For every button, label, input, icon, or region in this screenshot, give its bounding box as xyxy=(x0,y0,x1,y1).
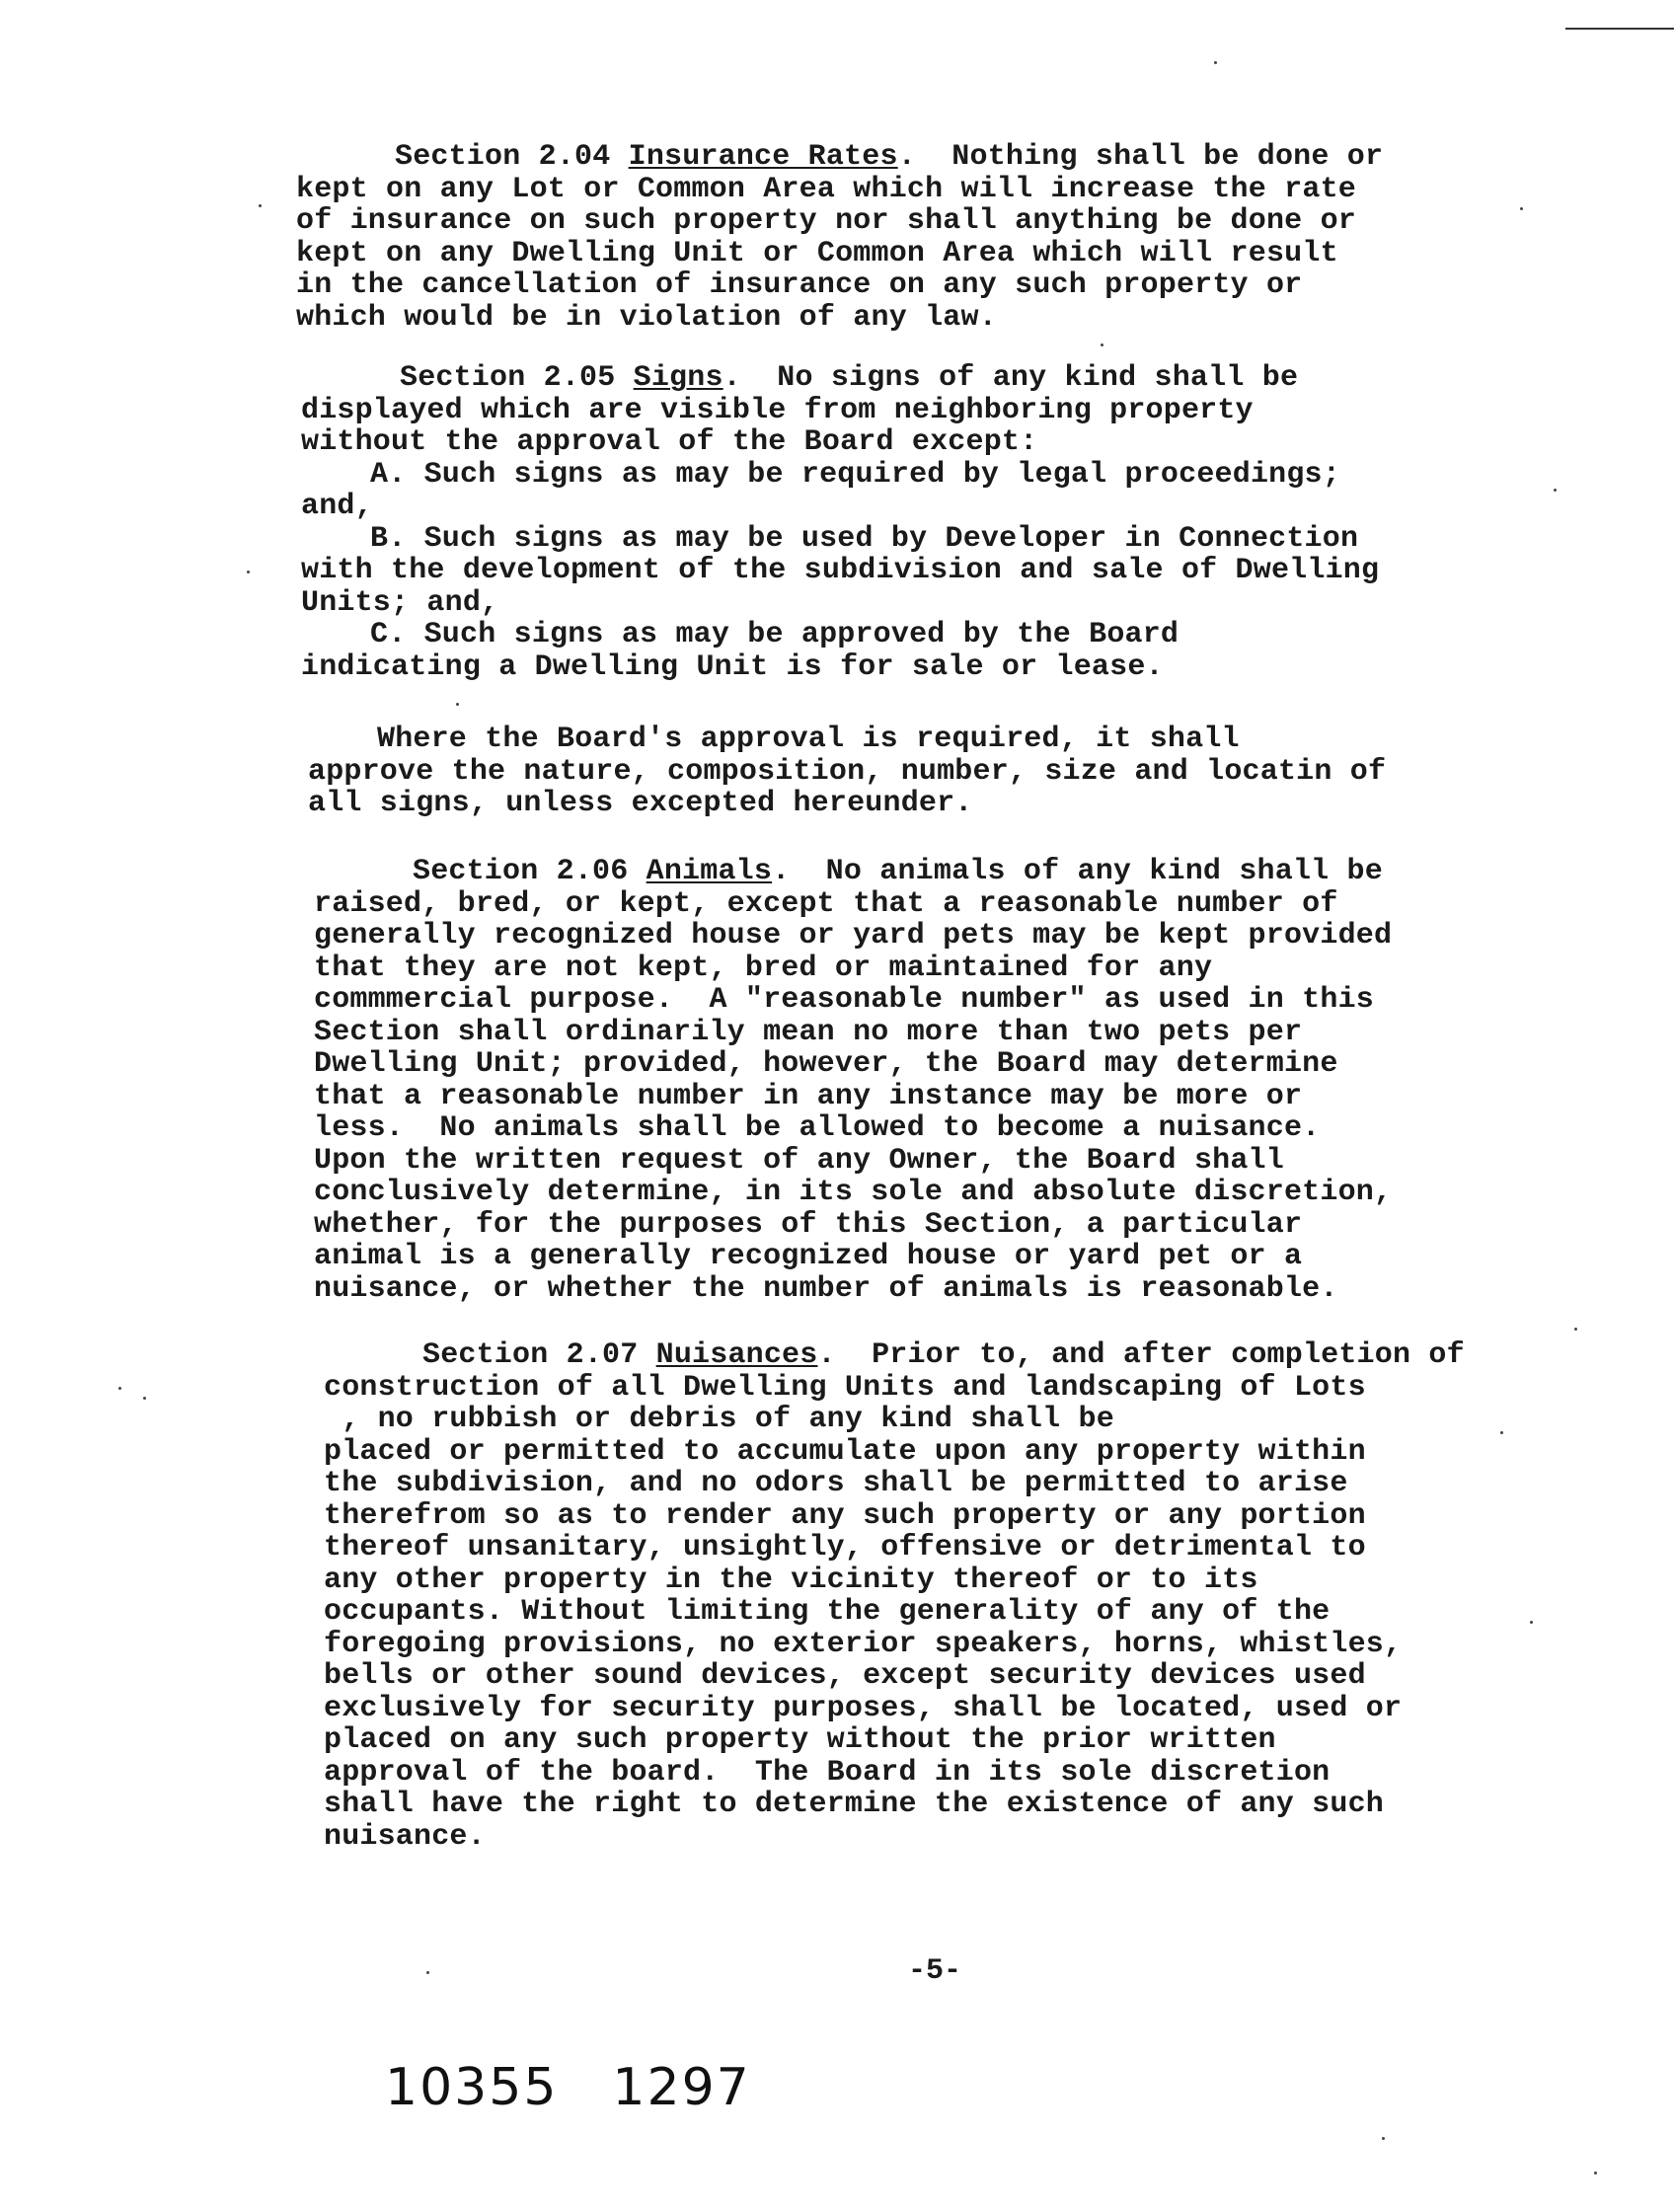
section-2-05-signs xyxy=(301,362,1379,683)
text-line: raised, bred, or kept, except that a reasonable number of xyxy=(314,886,1338,921)
text-line: conclusively determine, in its sole and absolute discretion, xyxy=(314,1176,1393,1209)
text-line: less. No animals shall be allowed to become a nuisance. xyxy=(314,1111,1321,1145)
section-heading: Insurance Rates xyxy=(628,140,898,174)
text-line xyxy=(296,141,1383,174)
text-line: therefrom so as to render any such property or any portion xyxy=(324,1498,1366,1533)
text-line xyxy=(324,1339,1465,1372)
scan-speck xyxy=(1574,1328,1577,1331)
text-line: occupants. Without limiting the generality of any of the xyxy=(324,1595,1331,1629)
scan-speck xyxy=(247,571,250,573)
page-number: -5- xyxy=(908,1954,962,1988)
section-2-07-nuisances xyxy=(324,1339,1465,1853)
recording-stamp xyxy=(385,2058,805,2117)
text-line: nuisance. xyxy=(324,1819,486,1854)
scan-speck xyxy=(426,1971,429,1974)
text-line: placed or permitted to accumulate upon any property within xyxy=(324,1434,1366,1469)
scan-speck xyxy=(259,204,262,207)
text-line: shall have the right to determine the existence of any such xyxy=(324,1788,1384,1821)
stamp-book-number: 10355 xyxy=(385,2058,559,2117)
text-line: whether, for the purposes of this Section, a particular xyxy=(314,1207,1303,1242)
section-number: Section 2.06 xyxy=(413,855,647,888)
scan-speck xyxy=(1101,343,1103,346)
scan-speck xyxy=(1554,489,1557,492)
text-line: indicating a Dwelling Unit is for sale or lease. xyxy=(301,649,1164,684)
text-line: generally recognized house or yard pets may be kept provided xyxy=(314,919,1393,953)
text-line: and, xyxy=(301,490,373,523)
section-2-04-insurance-rates xyxy=(296,141,1383,334)
section-text: . Nothing shall be done or xyxy=(897,140,1384,174)
text-line: Units; and, xyxy=(301,585,499,620)
scan-speck xyxy=(456,703,459,706)
text-line: commmercial purpose. A "reasonable number" as used in this xyxy=(314,983,1374,1017)
text-line: Upon the written request of any Owner, the Board shall xyxy=(314,1143,1284,1178)
scan-speck xyxy=(1520,207,1523,210)
text-line: Where the Board's approval is required, it shall xyxy=(377,723,1240,756)
text-line: which would be in violation of any law. xyxy=(296,300,997,335)
top-rule xyxy=(1565,28,1674,30)
text-line: of insurance on such property nor shall anything be done or xyxy=(296,204,1356,238)
text-line: Section shall ordinarily mean no more than two pets per xyxy=(314,1015,1303,1049)
scan-speck xyxy=(1500,1431,1503,1434)
text-line: foregoing provisions, no exterior speakers, horns, whistles, xyxy=(324,1627,1403,1661)
section-2-06-animals xyxy=(314,856,1392,1305)
text-line: bells or other sound devices, except security devices used xyxy=(324,1659,1366,1693)
section-heading: Nuisances xyxy=(655,1338,818,1372)
text-line: construction of all Dwelling Units and landscaping of Lots xyxy=(324,1370,1366,1405)
scan-speck xyxy=(1530,1621,1533,1624)
section-text: . No signs of any kind shall be xyxy=(723,361,1299,395)
text-line: kept on any Dwelling Unit or Common Area which will result xyxy=(296,236,1338,270)
text-line: any other property in the vicinity thereof or to its xyxy=(324,1563,1258,1597)
text-line: A. Such signs as may be required by legal proceedings; xyxy=(370,457,1340,492)
text-line: displayed which are visible from neighboring property xyxy=(301,393,1254,427)
text-line: with the development of the subdivision and sale of Dwelling xyxy=(301,554,1380,587)
text-line: placed on any such property without the prior written xyxy=(324,1723,1276,1757)
scan-speck xyxy=(143,1397,146,1400)
text-line xyxy=(301,362,1379,395)
stamp-page-number: 1297 xyxy=(612,2058,751,2117)
text-line: approval of the board. The Board in its sole discretion xyxy=(324,1755,1331,1790)
text-line: B. Such signs as may be used by Developer in Connection xyxy=(370,521,1359,556)
scan-speck xyxy=(1594,2172,1597,2174)
text-line: that a reasonable number in any instance may be more or xyxy=(314,1079,1303,1113)
text-line: animal is a generally recognized house or yard pet or a xyxy=(314,1240,1303,1273)
section-text: . No animals of any kind shall be xyxy=(772,855,1383,888)
scan-speck xyxy=(1214,61,1217,64)
text-line: thereof unsanitary, unsightly, offensive or detrimental to xyxy=(324,1531,1366,1564)
text-line: the subdivision, and no odors shall be permitted to arise xyxy=(324,1467,1348,1500)
scan-speck xyxy=(118,1387,121,1390)
section-text: . Prior to, and after completion of xyxy=(817,1338,1465,1372)
section-number: Section 2.05 xyxy=(400,361,634,395)
section-heading: Signs xyxy=(633,361,723,395)
text-line: Dwelling Unit; provided, however, the Board may determine xyxy=(314,1047,1338,1081)
section-heading: Animals xyxy=(646,855,773,888)
text-line: without the approval of the Board except: xyxy=(301,425,1038,459)
text-line: all signs, unless excepted hereunder. xyxy=(308,787,973,820)
section-number: Section 2.07 xyxy=(422,1338,656,1372)
text-line: nuisance, or whether the number of animals is reasonable. xyxy=(314,1271,1338,1306)
scan-speck xyxy=(1382,2137,1385,2140)
text-line: in the cancellation of insurance on any such property or xyxy=(296,268,1303,302)
text-line: kept on any Lot or Common Area which will increase the rate xyxy=(296,172,1356,206)
text-line: C. Such signs as may be approved by the Board xyxy=(370,618,1179,651)
section-number: Section 2.04 xyxy=(395,140,629,174)
text-line: that they are not kept, bred or maintained for any xyxy=(314,951,1213,985)
text-line: , no rubbish or debris of any kind shall be xyxy=(324,1403,1114,1436)
text-line: approve the nature, composition, number, size and locatin of xyxy=(308,754,1387,789)
text-line xyxy=(314,856,1392,888)
section-2-05-board-approval xyxy=(308,724,1386,820)
text-line: exclusively for security purposes, shall be located, used or xyxy=(324,1691,1403,1725)
